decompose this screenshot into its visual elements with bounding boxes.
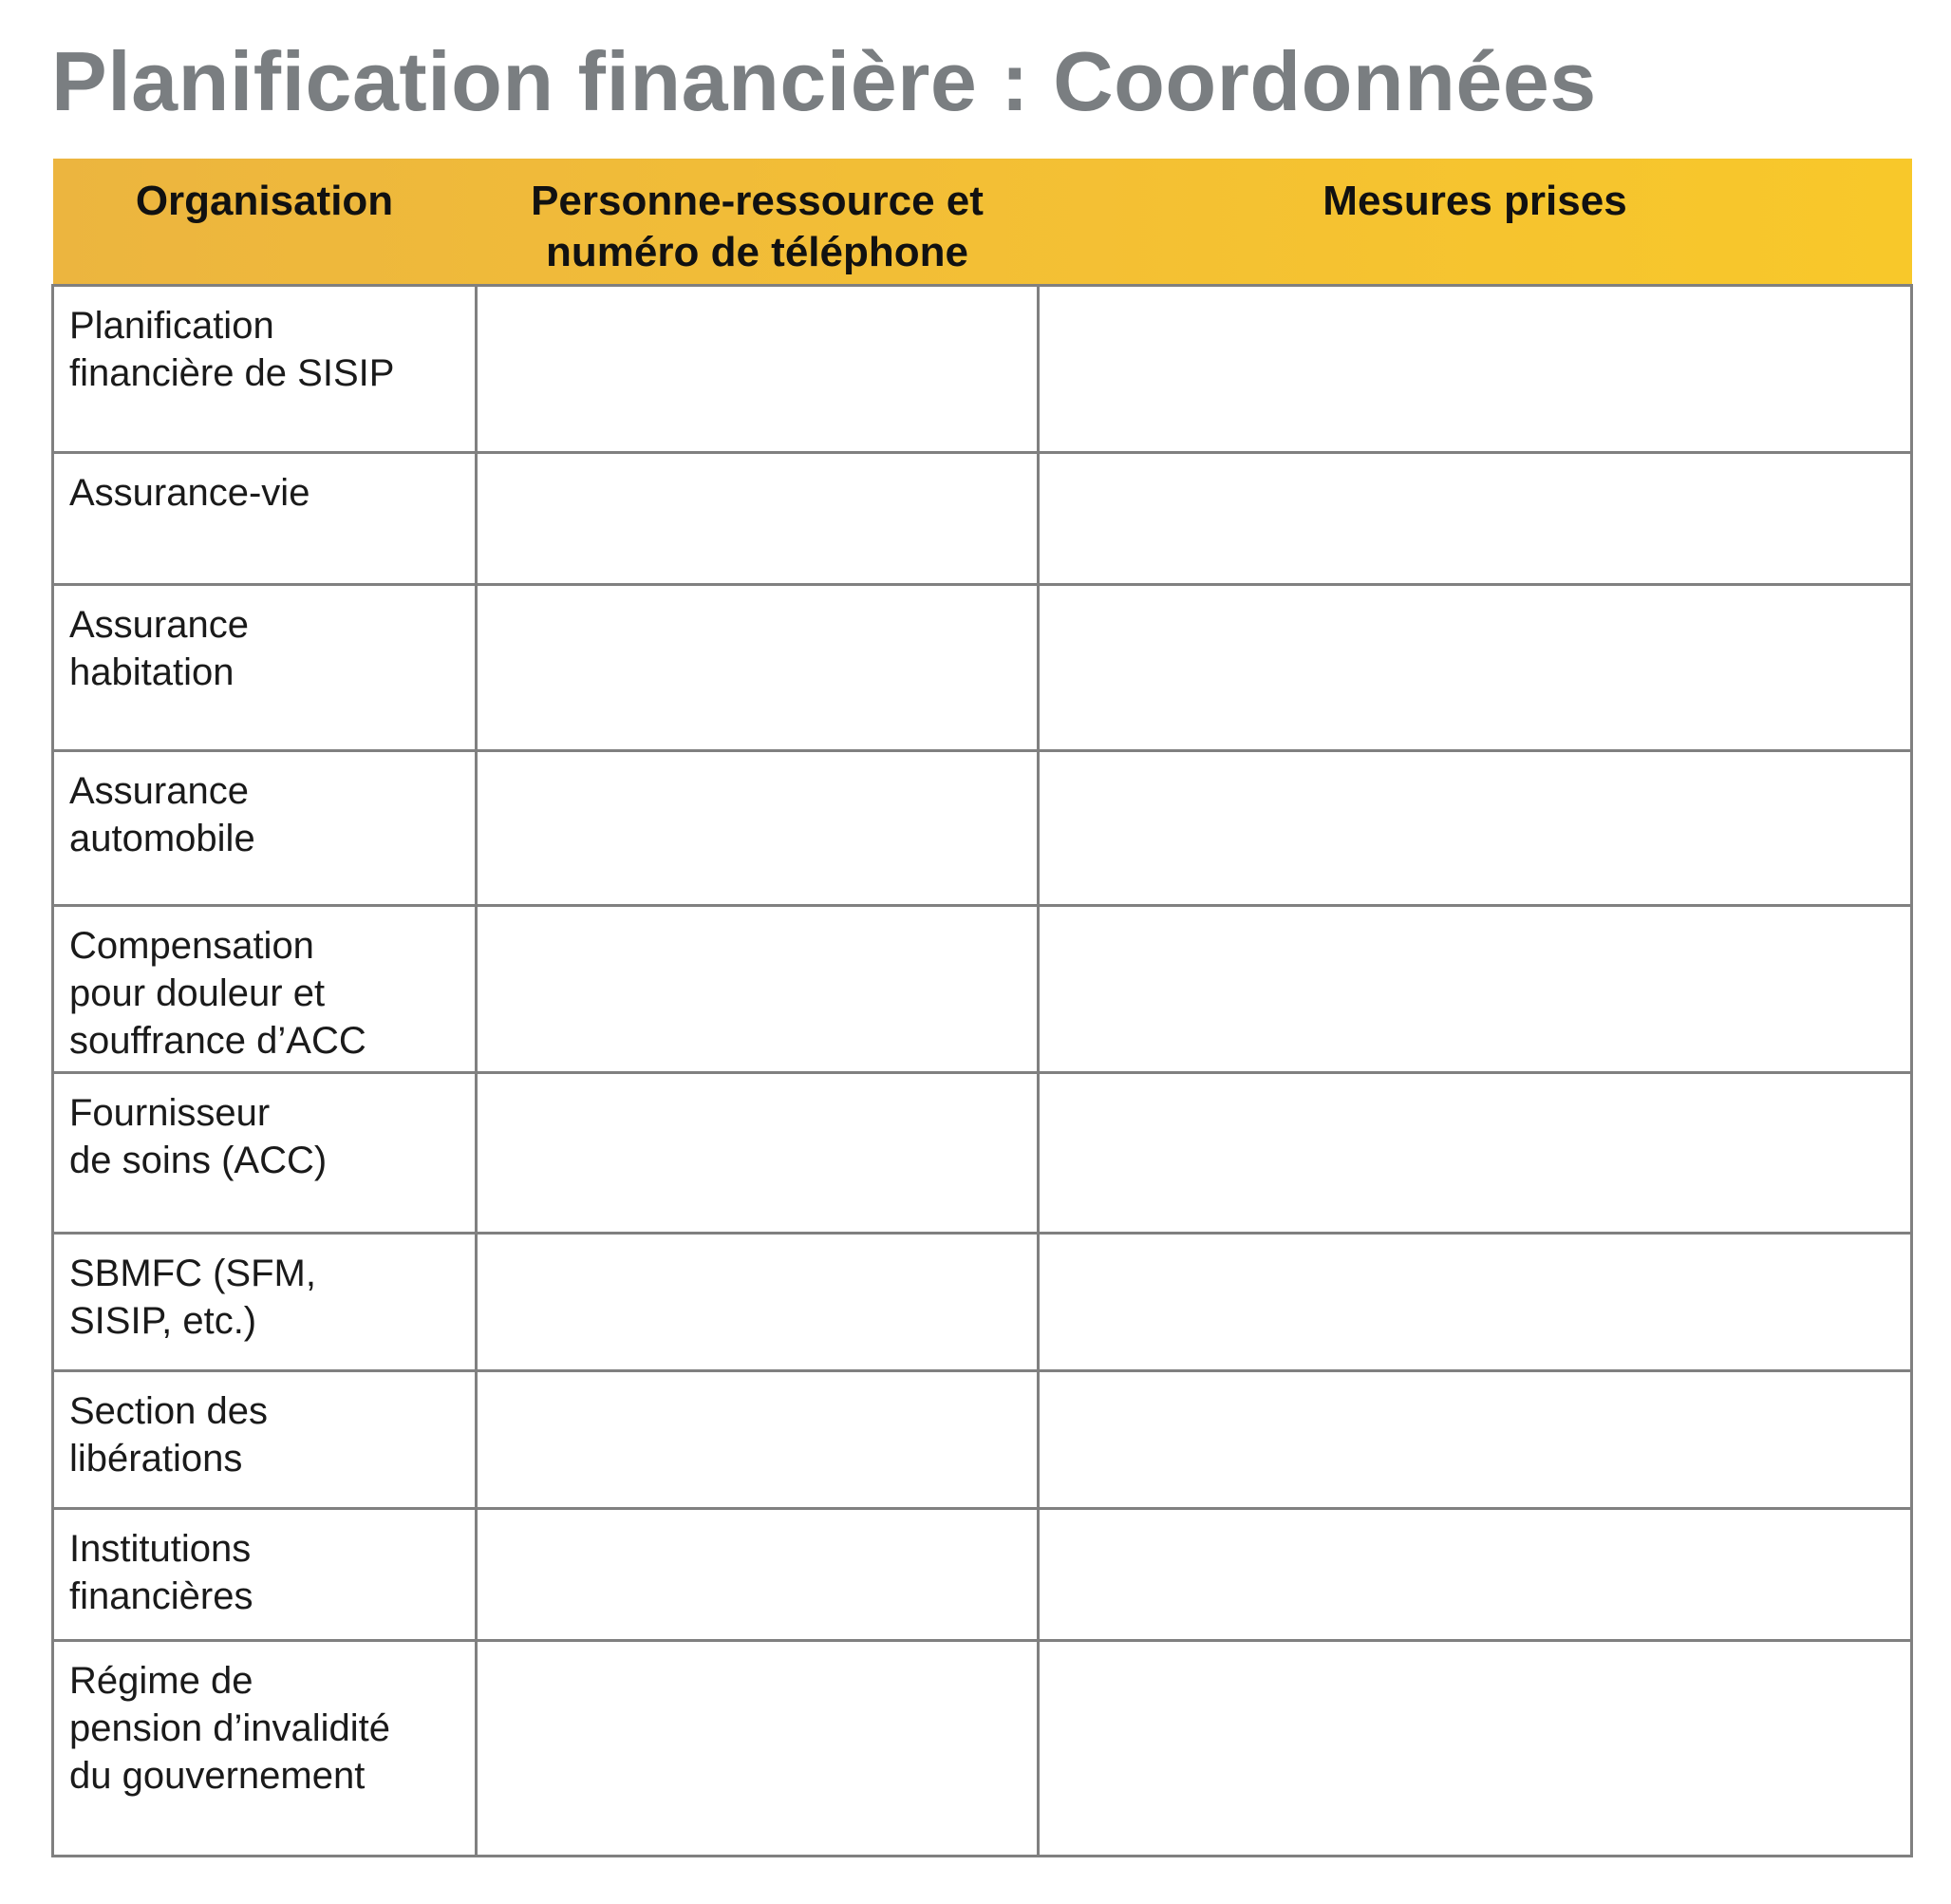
actions-cell[interactable]	[1039, 452, 1912, 584]
organisation-line: Institutions	[69, 1527, 252, 1570]
organisation-line: Assurance	[69, 603, 249, 646]
header-organisation	[53, 159, 477, 285]
organisation-cell	[53, 285, 477, 452]
header-contact-line1: Personne-ressource et	[531, 178, 984, 224]
contact-cell[interactable]	[477, 750, 1039, 905]
organisation-line: de soins (ACC)	[69, 1139, 328, 1181]
actions-cell[interactable]	[1039, 285, 1912, 452]
organisation-cell	[53, 1508, 477, 1640]
actions-cell[interactable]	[1039, 905, 1912, 1072]
table-row	[53, 1508, 1912, 1640]
actions-cell[interactable]	[1039, 584, 1912, 750]
table-row	[53, 1233, 1912, 1370]
organisation-cell	[53, 1233, 477, 1370]
table-body	[53, 285, 1912, 1856]
contact-cell[interactable]	[477, 905, 1039, 1072]
table-row	[53, 584, 1912, 750]
organisation-line: SISIP, etc.)	[69, 1299, 257, 1342]
organisation-line: souffrance d’ACC	[69, 1020, 366, 1063]
table-row	[53, 905, 1912, 1072]
actions-cell[interactable]	[1039, 750, 1912, 905]
contact-cell[interactable]	[477, 285, 1039, 452]
contact-cell[interactable]	[477, 584, 1039, 750]
header-contact-line2: numéro de téléphone	[546, 228, 968, 275]
actions-cell[interactable]	[1039, 1072, 1912, 1233]
organisation-cell	[53, 750, 477, 905]
header-actions	[1039, 159, 1912, 285]
organisation-cell	[53, 1072, 477, 1233]
organisation-line: pour douleur et	[69, 971, 326, 1014]
contact-cell[interactable]	[477, 1640, 1039, 1856]
contact-cell[interactable]	[477, 1508, 1039, 1640]
header-organisation-label: Organisation	[135, 178, 394, 224]
contact-cell[interactable]	[477, 452, 1039, 584]
page-title: Planification financière : Coordonnées	[51, 34, 1597, 128]
organisation-line: Régime de	[69, 1659, 253, 1702]
table-row	[53, 1072, 1912, 1233]
organisation-line: financière de SISIP	[69, 351, 395, 394]
table-row	[53, 285, 1912, 452]
organisation-cell	[53, 1640, 477, 1856]
contact-cell[interactable]	[477, 1233, 1039, 1370]
header-contact	[477, 159, 1039, 285]
table-header	[53, 159, 1912, 285]
organisation-line: libérations	[69, 1437, 243, 1480]
table-row	[53, 452, 1912, 584]
contacts-table-wrapper	[51, 159, 1910, 1857]
organisation-line: pension d’invalidité	[69, 1706, 391, 1749]
actions-cell[interactable]	[1039, 1640, 1912, 1856]
header-row	[53, 159, 1912, 285]
organisation-line: Assurance-vie	[69, 471, 310, 514]
actions-cell[interactable]	[1039, 1508, 1912, 1640]
organisation-cell	[53, 584, 477, 750]
organisation-cell	[53, 452, 477, 584]
organisation-line: Section des	[69, 1389, 269, 1432]
contact-cell[interactable]	[477, 1072, 1039, 1233]
organisation-line: financières	[69, 1574, 253, 1617]
header-actions-label: Mesures prises	[1323, 178, 1627, 224]
contact-cell[interactable]	[477, 1370, 1039, 1508]
organisation-cell	[53, 1370, 477, 1508]
organisation-line: Compensation	[69, 924, 314, 967]
organisation-line: habitation	[69, 650, 234, 693]
organisation-line: automobile	[69, 817, 255, 859]
actions-cell[interactable]	[1039, 1233, 1912, 1370]
contacts-table	[51, 159, 1913, 1857]
table-row	[53, 1640, 1912, 1856]
organisation-line: Fournisseur	[69, 1091, 271, 1134]
table-row	[53, 1370, 1912, 1508]
organisation-line: Assurance	[69, 769, 249, 812]
table-row	[53, 750, 1912, 905]
organisation-cell	[53, 905, 477, 1072]
organisation-line: du gouvernement	[69, 1755, 366, 1798]
organisation-line: SBMFC (SFM,	[69, 1252, 316, 1294]
organisation-line: Planification	[69, 304, 274, 347]
actions-cell[interactable]	[1039, 1370, 1912, 1508]
